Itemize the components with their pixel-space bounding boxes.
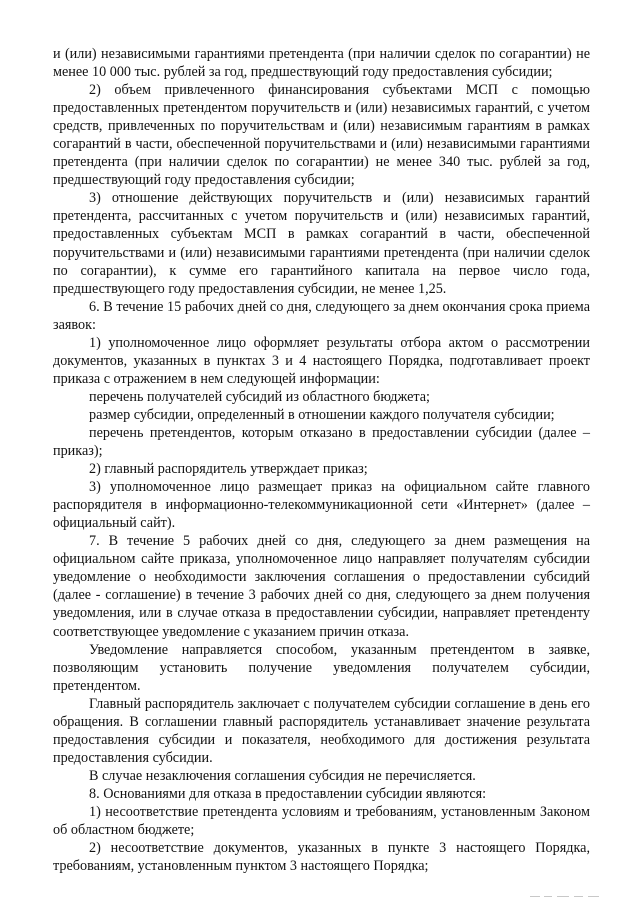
- paragraph-11: 7. В течение 5 рабочих дней со дня, следующего за днем размещения на официальном сайте приказа, уполномоченное лицо направляет получателям субсидии уведомление о необходимости заключения соглашения о предоставлении субсидий (далее - соглашение) в течение 3 рабочих дней со дня, следующего за днем получения уведомления, или в случае отказа в предоставлении субсидии, направляет претенденту соответствующее уведомление с указанием причин отказа.: [53, 533, 590, 640]
- paragraph-14: В случае незаключения соглашения субсидия не перечисляется.: [89, 767, 476, 784]
- paragraph-10: 3) уполномоченное лицо размещает приказ на официальном сайте главного распорядителя в информационно-телекоммуникационной сети «Интернет» (далее – официальный сайт).: [53, 479, 590, 532]
- paragraph-2: 2) объем привлеченного финансирования субъектами МСП с помощью предоставленных претендентом поручительств и (или) независимых гарантий, с учетом средств, привлеченных по поручительствам и (или) независимым гарантиям в рамках согарантий в части, обеспеченной поручительствами и (или) независимыми гарантиями претендента (при наличии сделок по согарантии) не менее 340 тыс. рублей за год, предшествующий году предоставления субсидии;: [53, 82, 590, 189]
- paragraph-5: 1) уполномоченное лицо оформляет результаты отбора актом о рассмотрении документов, указанных в пунктах 3 и 4 настоящего Порядка, подготавливает проект приказа с отражением в нем следующей информации:: [53, 334, 590, 387]
- scan-artifact: [530, 896, 600, 899]
- paragraph-13: Главный распорядитель заключает с получателем субсидии соглашение в день его обращения. В соглашении главный распорядитель устанавливает значение результата предоставления субсидии и показателя, необходимого для достижения результата предоставления субсидии.: [53, 695, 590, 766]
- paragraph-4: 6. В течение 15 рабочих дней со дня, следующего за днем окончания срока приема заявок:: [53, 298, 590, 333]
- document-body: [53, 45, 590, 875]
- paragraph-12: Уведомление направляется способом, указанным претендентом в заявке, позволяющим установить получение уведомления получателем субсидии, претендентом.: [53, 641, 590, 694]
- paragraph-6: перечень получателей субсидий из областного бюджета;: [89, 388, 431, 405]
- paragraph-8: перечень претендентов, которым отказано в предоставлении субсидии (далее – приказ);: [53, 424, 590, 460]
- paragraph-1: и (или) независимыми гарантиями претендента (при наличии сделок по согарантии) не менее 10 000 тыс. рублей за год, предшествующий году предоставления субсидии;: [53, 46, 590, 81]
- paragraph-15: 8. Основаниями для отказа в предоставлении субсидии являются:: [89, 785, 487, 802]
- paragraph-16: 1) несоответствие претендента условиям и требованиям, установленным Законом об областном бюджете;: [53, 803, 590, 839]
- paragraph-9: 2) главный распорядитель утверждает приказ;: [89, 461, 368, 478]
- paragraph-17: 2) несоответствие документов, указанных в пункте 3 настоящего Порядка, требованиям, установленным пунктом 3 настоящего Порядка;: [53, 840, 590, 875]
- paragraph-3: 3) отношение действующих поручительств и (или) независимых гарантий претендента, рассчитанных с учетом поручительств и (или) независимых гарантий, предоставленных субъектам МСП в рамках согарантий в части, обеспеченной поручительствами и (или) независимыми гарантиями претендента (при наличии сделок по согарантии), к сумме его гарантийного капитала на первое число года, предшествующего году предоставления субсидии, не менее 1,25.: [53, 190, 590, 297]
- paragraph-7: размер субсидии, определенный в отношении каждого получателя субсидии;: [89, 406, 555, 423]
